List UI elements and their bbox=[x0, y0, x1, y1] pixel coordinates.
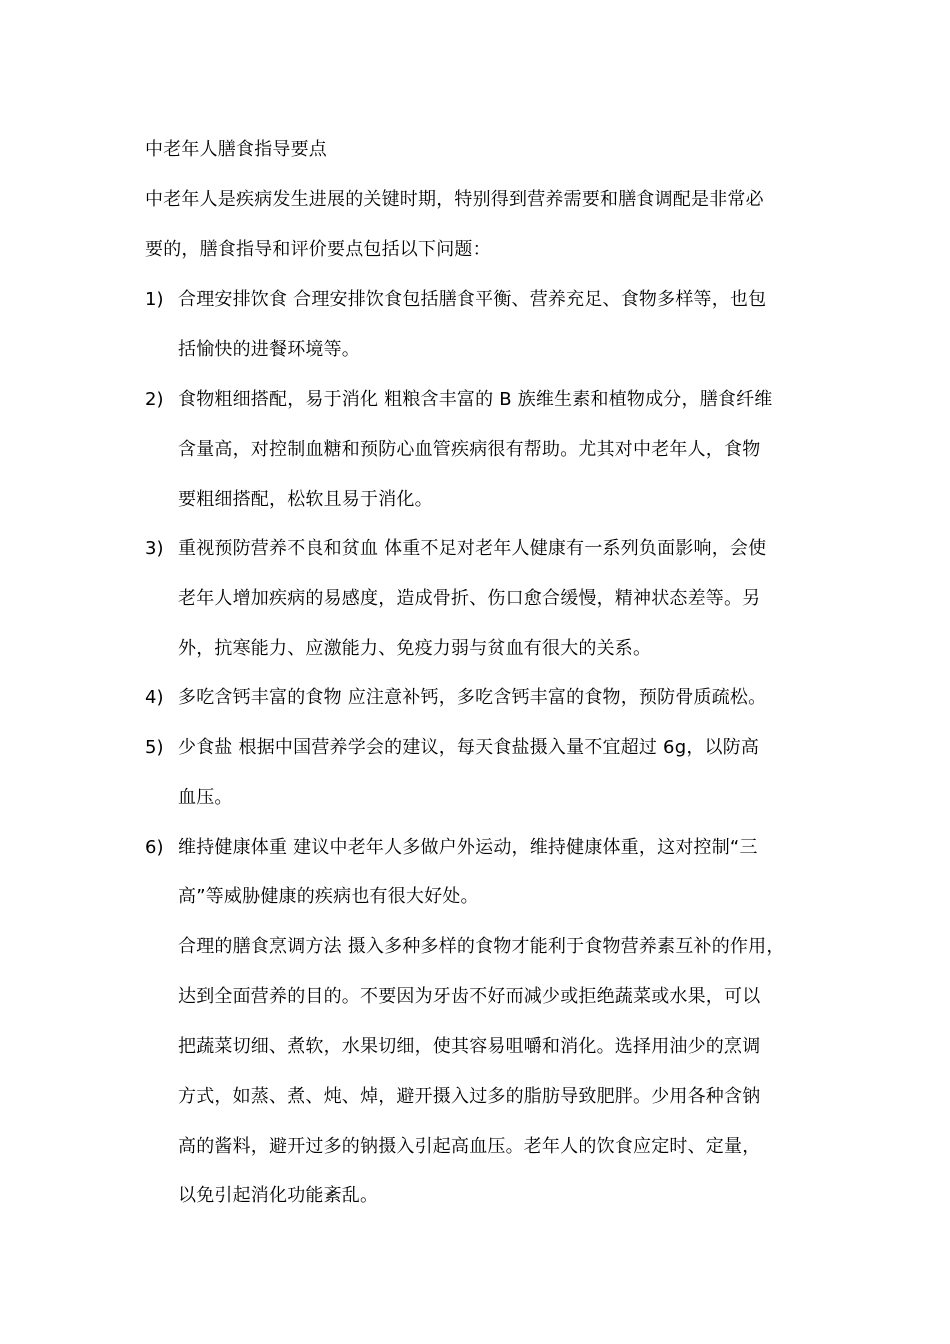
list-item-number: 2) bbox=[145, 389, 164, 410]
list-item-number: 4) bbox=[145, 687, 164, 708]
closing-line: 合理的膳食烹调方法 摄入多种多样的食物才能利于食物营养素互补的作用， bbox=[178, 936, 785, 957]
list-item-line: 老年人增加疾病的易感度，造成骨折、伤口愈合缓慢，精神状态差等。另 bbox=[178, 588, 761, 609]
closing-line: 高的酱料，避开过多的钠摄入引起高血压。老年人的饮食应定时、定量， bbox=[178, 1136, 761, 1157]
list-item-line: 括愉快的进餐环境等。 bbox=[178, 339, 360, 360]
list-item-line: 少食盐 根据中国营养学会的建议，每天食盐摄入量不宜超过 6g，以防高 bbox=[178, 737, 760, 758]
list-item-line: 要粗细搭配，松软且易于消化。 bbox=[178, 489, 433, 510]
closing-line: 以免引起消化功能紊乱。 bbox=[178, 1185, 379, 1206]
list-item-line: 含量高，对控制血糖和预防心血管疾病很有帮助。尤其对中老年人，食物 bbox=[178, 439, 761, 460]
list-item-line: 食物粗细搭配，易于消化 粗粮含丰富的 B 族维生素和植物成分，膳食纤维 bbox=[178, 389, 773, 410]
intro-line: 要的，膳食指导和评价要点包括以下问题： bbox=[145, 239, 491, 260]
closing-line: 把蔬菜切细、煮软，水果切细，使其容易咀嚼和消化。选择用油少的烹调 bbox=[178, 1036, 761, 1057]
document-title: 中老年人膳食指导要点 bbox=[145, 139, 327, 160]
list-item-line: 重视预防营养不良和贫血 体重不足对老年人健康有一系列负面影响，会使 bbox=[178, 538, 767, 559]
list-item-number: 1) bbox=[145, 289, 164, 310]
list-item-line: 维持健康体重 建议中老年人多做户外运动，维持健康体重，这对控制“三 bbox=[178, 837, 758, 858]
list-item-line: 血压。 bbox=[178, 787, 233, 808]
intro-line: 中老年人是疾病发生进展的关键时期，特别得到营养需要和膳食调配是非常必 bbox=[145, 189, 764, 210]
list-item-number: 5) bbox=[145, 737, 164, 758]
closing-line: 方式，如蒸、煮、炖、焯，避开摄入过多的脂肪导致肥胖。少用各种含钠 bbox=[178, 1086, 761, 1107]
list-item-line: 合理安排饮食 合理安排饮食包括膳食平衡、营养充足、食物多样等，也包 bbox=[178, 289, 767, 310]
list-item-number: 6) bbox=[145, 837, 164, 858]
list-item-line: 高”等威胁健康的疾病也有很大好处。 bbox=[178, 886, 479, 907]
closing-line: 达到全面营养的目的。不要因为牙齿不好而减少或拒绝蔬菜或水果，可以 bbox=[178, 986, 761, 1007]
list-item-line: 多吃含钙丰富的食物 应注意补钙，多吃含钙丰富的食物，预防骨质疏松。 bbox=[178, 687, 767, 708]
list-item-line: 外，抗寒能力、应激能力、免疫力弱与贫血有很大的关系。 bbox=[178, 638, 652, 659]
list-item-number: 3) bbox=[145, 538, 164, 559]
